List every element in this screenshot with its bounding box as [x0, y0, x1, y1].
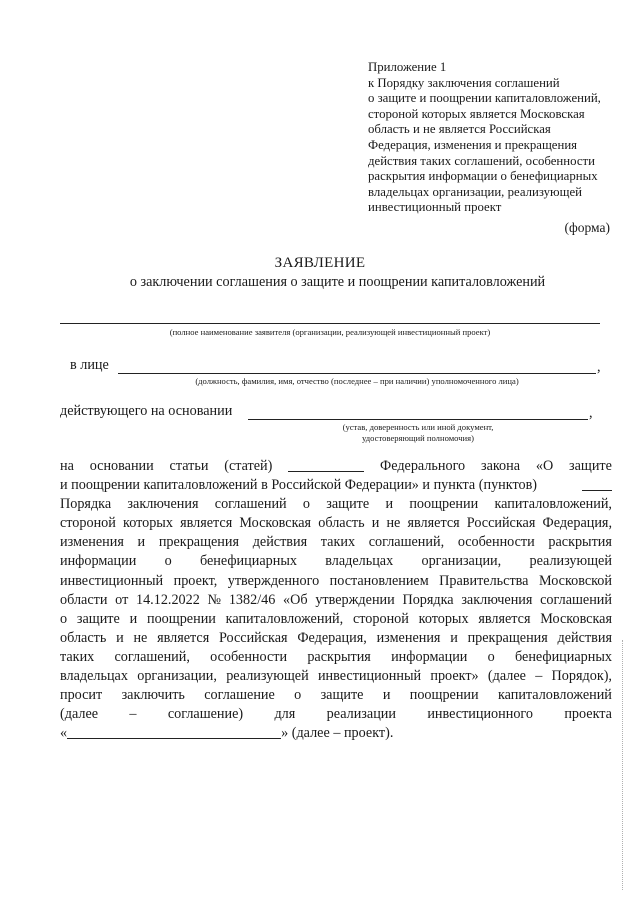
body-word: статьи — [169, 458, 209, 474]
body-word: прекращения — [158, 534, 240, 551]
body-word: «Об — [283, 591, 308, 608]
body-line — [60, 686, 612, 705]
body-word: 1382/46 — [228, 591, 276, 608]
body-line — [60, 648, 612, 667]
body-word: капиталовложений, — [494, 496, 612, 513]
body-word: (далее — [487, 668, 526, 685]
body-word: информации — [60, 553, 137, 570]
body-word: проект» — [430, 668, 479, 685]
basis-label: действующего на основании — [60, 403, 233, 419]
body-word: 14.12.2022 — [135, 591, 200, 608]
body-word: раскрытия — [307, 648, 371, 665]
body-word: соглашение) — [167, 706, 244, 723]
body-word: (далее — [60, 706, 99, 723]
body-word: область — [60, 629, 107, 646]
body-word: и поощрении капиталовложений в Российской Федерации» и пункта (пунктов) — [60, 477, 538, 494]
body-word: о — [487, 648, 495, 665]
body-word: изменения — [60, 534, 124, 551]
body-word: инвестиционный — [60, 572, 164, 589]
body-word: Порядка — [402, 591, 454, 608]
body-word: заключения — [461, 591, 533, 608]
body-line — [60, 610, 612, 629]
project-quote-close: » (далее – проект). — [281, 725, 394, 742]
basis-field[interactable] — [248, 419, 588, 420]
body-word: бенефициарных — [199, 553, 297, 570]
body-word: особенности — [457, 534, 535, 551]
appendix-line: о защите и поощрении капиталовложений, — [368, 91, 601, 106]
body-word: реализующей — [226, 668, 309, 685]
body-word: Московская — [239, 515, 312, 532]
body-word: бенефициарных — [515, 648, 612, 665]
body-word: от — [115, 591, 129, 608]
body-word: которых — [418, 610, 469, 627]
body-word: которых — [123, 515, 173, 532]
body-word: таких — [320, 534, 356, 551]
body-word: о — [302, 496, 310, 513]
body-word: и — [371, 515, 380, 532]
body-word: является — [478, 610, 531, 627]
body-word: соглашений — [540, 591, 612, 608]
body-word: особенности — [210, 648, 288, 665]
scan-margin-mark — [622, 640, 624, 890]
body-word: области — [60, 591, 108, 608]
appendix-line: инвестиционный проект — [368, 200, 502, 215]
body-word: о — [164, 553, 172, 570]
person-field[interactable] — [118, 373, 596, 374]
body-word: для — [274, 706, 296, 723]
body-line — [60, 552, 612, 571]
body-word: Московской — [538, 572, 612, 589]
appendix-note — [368, 60, 636, 216]
appendix-line: владельцах организации, реализующей — [368, 184, 582, 199]
article-number-field[interactable] — [288, 457, 364, 472]
body-word: соглашений, — [368, 534, 445, 551]
body-word: о — [60, 610, 68, 627]
body-word: является — [180, 515, 233, 532]
body-word: стороной — [352, 610, 409, 627]
body-word: Правительства — [439, 572, 529, 589]
body-word: действия — [252, 534, 308, 551]
person-caption: (должность, фамилия, имя, отчество (последнее – при наличии) уполномоченного лица) — [195, 376, 519, 386]
body-word: о — [294, 687, 302, 704]
body-line — [60, 705, 612, 724]
body-word: организации, — [421, 553, 502, 570]
body-word: Московская — [540, 610, 612, 627]
body-word: и — [450, 629, 458, 646]
body-word: проекта — [564, 706, 612, 723]
body-word: утверждении — [315, 591, 395, 608]
body-word: Порядка — [60, 496, 112, 513]
project-name-field[interactable] — [67, 724, 281, 739]
body-word: проект, — [173, 572, 218, 589]
body-word: владельцах — [325, 553, 394, 570]
body-line — [60, 514, 612, 533]
body-word: – — [535, 668, 543, 685]
body-line — [60, 495, 612, 514]
body-word: стороной — [60, 515, 116, 532]
body-word: и — [129, 610, 138, 627]
body-paragraph — [60, 457, 612, 743]
body-word: и — [116, 629, 124, 646]
body-word: Порядок), — [551, 668, 612, 685]
applicant-caption: (полное наименование заявителя (организации, реализующей инвестиционный проект) — [169, 327, 491, 337]
body-line — [60, 591, 612, 610]
body-word: инвестиционный — [317, 668, 422, 685]
body-word: является — [157, 629, 210, 646]
body-word: соглашений, — [114, 648, 190, 665]
document-subtitle: о заключении соглашения о защите и поощрении капиталовложений — [129, 274, 546, 290]
article-number-field[interactable] — [582, 476, 612, 491]
appendix-line: Приложение 1 — [368, 60, 447, 74]
body-word: основании — [89, 458, 154, 474]
document-title: ЗАЯВЛЕНИЕ — [274, 255, 366, 271]
appendix-line: раскрытия информации о бенефициарных — [368, 169, 598, 184]
body-word: таких — [60, 648, 95, 665]
body-word: Федерального — [380, 458, 466, 474]
basis-caption-2: удостоверяющий полномочия) — [362, 433, 474, 443]
body-word: прекращения — [467, 629, 548, 646]
body-word: № — [207, 591, 222, 608]
body-line — [60, 667, 612, 686]
body-line — [60, 533, 612, 552]
body-word: постановлением — [329, 572, 429, 589]
body-word: защите — [76, 610, 120, 627]
body-line — [60, 629, 612, 648]
body-word: просит — [60, 687, 103, 704]
body-word: раскрытия — [548, 534, 612, 551]
body-word: является — [407, 515, 460, 532]
body-word: поощрении — [147, 610, 216, 627]
body-word: соглашений — [214, 496, 287, 513]
appendix-line: стороной которых является Московская — [368, 106, 585, 121]
body-word: поощрении — [409, 687, 479, 704]
body-word: область — [318, 515, 365, 532]
body-word: изменения — [376, 629, 441, 646]
body-word: поощрении — [409, 496, 479, 513]
appendix-line: к Порядку заключения соглашений — [368, 75, 560, 90]
body-word: и — [385, 496, 394, 513]
appendix-line: область и не является Российская — [368, 122, 551, 137]
body-word: действия — [557, 629, 612, 646]
body-word: не — [386, 515, 401, 532]
body-word: Российская — [466, 515, 536, 532]
body-word: защите — [320, 687, 364, 704]
body-word: инвестиционного — [427, 706, 533, 723]
body-word: реализующей — [529, 553, 612, 570]
body-word: капиталовложений, — [225, 610, 344, 627]
basis-comma: , — [589, 405, 593, 421]
body-word: заключения — [127, 496, 199, 513]
body-word: закона — [480, 458, 521, 474]
body-word: организации, — [137, 668, 217, 685]
body-word: «О — [535, 458, 554, 474]
body-word: защите — [569, 458, 612, 474]
body-word: Федерация, — [297, 629, 367, 646]
body-word: капиталовложений — [497, 687, 612, 704]
basis-caption-1: (устав, доверенность или иной документ, — [342, 422, 494, 432]
body-word: соглашение — [204, 687, 275, 704]
body-word: (статей) — [224, 458, 273, 474]
body-word: – — [129, 706, 137, 723]
body-line — [60, 457, 612, 476]
applicant-name-field[interactable] — [60, 323, 600, 324]
appendix-line: Федерация, изменения и прекращения — [368, 137, 578, 152]
body-line-project — [60, 724, 612, 743]
body-word: не — [133, 629, 148, 646]
body-word: и — [382, 687, 391, 704]
body-line — [60, 572, 612, 591]
body-word: защите — [326, 496, 370, 513]
body-word: Российская — [219, 629, 288, 646]
body-word: на — [60, 458, 74, 474]
body-line — [60, 476, 612, 495]
person-label: в лице — [70, 357, 109, 373]
body-word: информации — [391, 648, 468, 665]
person-comma: , — [597, 359, 601, 375]
form-label: (форма) — [564, 220, 610, 235]
body-word: реализации — [326, 706, 396, 723]
body-word: заключить — [121, 687, 185, 704]
body-word: Федерация, — [542, 515, 612, 532]
appendix-line: действия таких соглашений, особенности — [368, 153, 595, 168]
project-quote-open: « — [60, 725, 68, 742]
body-word: владельцах — [60, 668, 128, 685]
body-word: и — [137, 534, 146, 551]
body-word: утвержденного — [227, 572, 320, 589]
